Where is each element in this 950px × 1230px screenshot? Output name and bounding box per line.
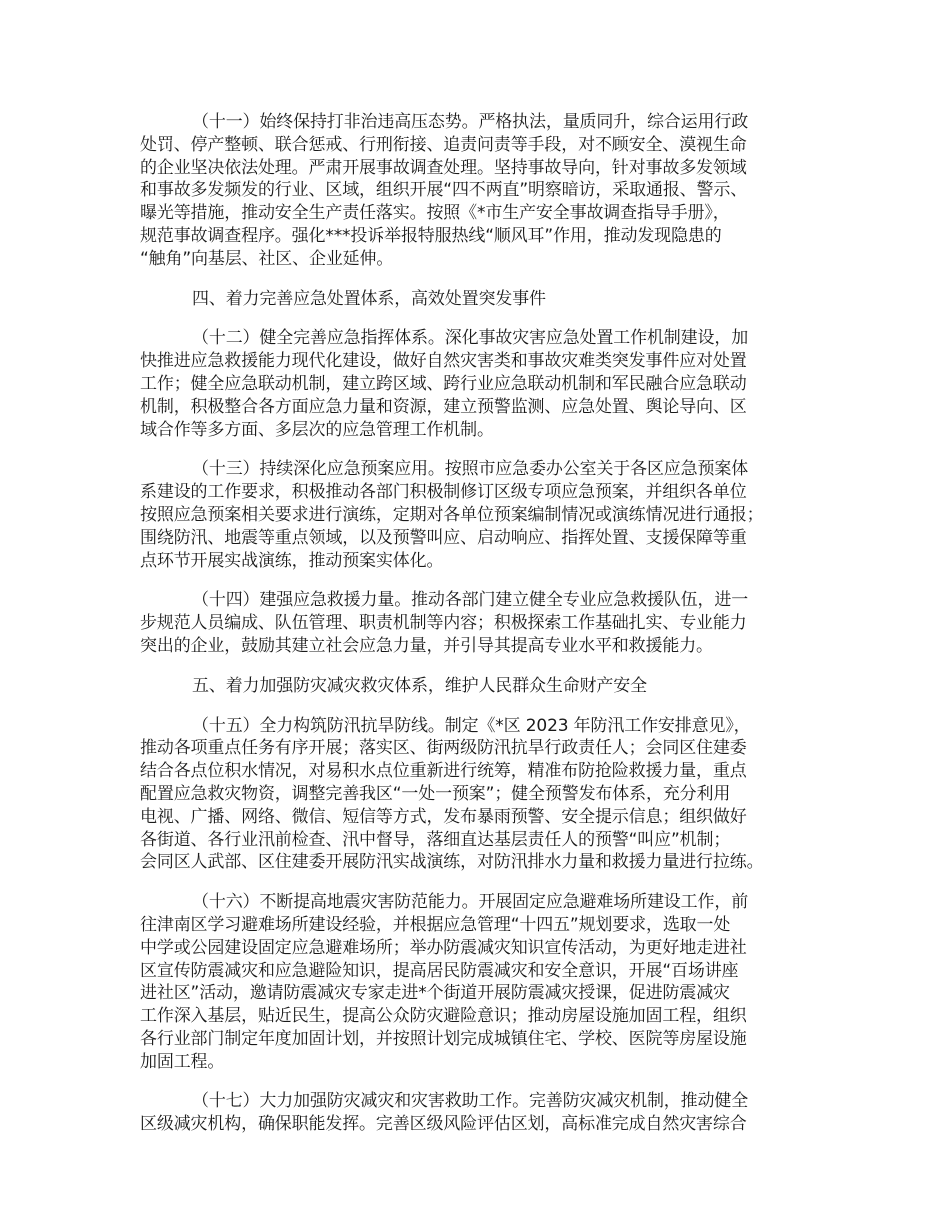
text-line: （十五）全力构筑防汛抗旱防线。制定《*区 2023 年防汛工作安排意见》， xyxy=(192,715,751,736)
text-line: 进社区”活动，邀请防震减灾专家走进*个街道开展防震减灾授课，促进防震减灾 xyxy=(140,983,730,1004)
text-line: 规范事故调查程序。强化***投诉举报特服热线“顺风耳”作用，推动发现隐患的 xyxy=(140,225,722,246)
text-line: 中学或公园建设固定应急避难场所；举办防震减灾知识宣传活动，为更好地走进社 xyxy=(140,937,747,958)
text-line: 按照应急预案相关要求进行演练，定期对各单位预案编制情况或演练情况进行通报； xyxy=(140,504,764,525)
text-line: 机制，积极整合各方面应急力量和资源，建立预警监测、应急处置、舆论导向、区 xyxy=(140,396,747,417)
text-line: 工作；健全应急联动机制，建立跨区域、跨行业应急联动机制和军民融合应急联动 xyxy=(140,373,747,394)
paragraph xyxy=(140,327,826,441)
text-line: 会同区人武部、区住建委开展防汛实战演练，对防汛排水力量和救援力量进行拉练。 xyxy=(140,852,764,873)
section-heading xyxy=(140,675,826,698)
paragraph xyxy=(140,458,826,572)
text-line: 结合各点位积水情况，对易积水点位重新进行统筹，精准布防抢险救援力量，重点 xyxy=(140,761,747,782)
text-line: （十四）建强应急救援力量。推动各部门建立健全专业应急救援队伍，进一 xyxy=(192,590,749,611)
text-line: 步规范人员编成、队伍管理、职责机制等内容；积极探索工作基础扎实、专业能力 xyxy=(140,613,747,634)
text-line: 快推进应急救援能力现代化建设，做好自然灾害类和事故灾难类突发事件应对处置 xyxy=(140,351,747,372)
text-line: 系建设的工作要求，积极推动各部门积极制修订区级专项应急预案，并组织各单位 xyxy=(140,482,747,503)
text-line: 突出的企业，鼓励其建立社会应急力量，并引导其提高专业水平和救援能力。 xyxy=(140,635,713,656)
section-heading xyxy=(140,288,826,311)
text-line: 的企业坚决依法处理。严肃开展事故调查处理。坚持事故导向，针对事故多发领域 xyxy=(140,157,747,178)
text-line: （十三）持续深化应急预案应用。按照市应急委办公室关于各区应急预案体 xyxy=(192,459,749,480)
paragraph xyxy=(140,589,826,657)
text-line: 工作深入基层，贴近民生，提高公众防灾避险意识；推动房屋设施加固工程，组织 xyxy=(140,1006,747,1027)
text-line: 各街道、各行业汛前检查、汛中督导，落细直达基层责任人的预警“叫应”机制； xyxy=(140,829,731,850)
text-line: 配置应急救灾物资，调整完善我区“一处一预案”；健全预警发布体系，充分利用 xyxy=(140,783,731,804)
text-line: 电视、广播、网络、微信、短信等方式，发布暴雨预警、安全提示信息；组织做好 xyxy=(140,806,747,827)
document-page xyxy=(140,111,826,1153)
paragraph xyxy=(140,715,826,875)
text-line: （十七）大力加强防灾减灾和灾害救助工作。完善防灾减灾机制，推动健全 xyxy=(192,1091,749,1112)
text-line: 四、着力完善应急处置体系，高效处置突发事件 xyxy=(192,288,546,309)
text-line: 区宣传防震减灾和应急避险知识，提高居民防震减灾和安全意识，开展“百场讲座 xyxy=(140,960,739,981)
text-line: 五、着力加强防灾减灾救灾体系，维护人民群众生命财产安全 xyxy=(192,675,647,696)
text-line: （十二）健全完善应急指挥体系。深化事故灾害应急处置工作机制建设，加 xyxy=(192,328,749,349)
text-line: 和事故多发频发的行业、区域，组织开展“四不两直”明察暗访，采取通报、警示、 xyxy=(140,180,748,201)
paragraph xyxy=(140,1090,826,1136)
text-line: 推动各项重点任务有序开展；落实区、街两级防汛抗旱行政责任人；会同区住建委 xyxy=(140,738,747,759)
text-line: 点环节开展实战演练，推动预案实体化。 xyxy=(140,550,444,571)
text-line: 围绕防汛、地震等重点领域，以及预警叫应、启动响应、指挥处置、支援保障等重 xyxy=(140,527,747,548)
text-line: （十六）不断提高地震灾害防范能力。开展固定应急避难场所建设工作，前 xyxy=(192,892,749,913)
text-line: 曝光等措施，推动安全生产责任落实。按照《*市生产安全事故调查指导手册》， xyxy=(140,203,730,224)
paragraph xyxy=(140,111,826,271)
text-line: 区级减灾机构，确保职能发挥。完善区级风险评估区划，高标准完成自然灾害综合 xyxy=(140,1114,747,1135)
text-line: （十一）始终保持打非治违高压态势。严格执法，量质同升，综合运用行政 xyxy=(192,112,749,132)
paragraph xyxy=(140,891,826,1073)
text-line: 往津南区学习避难场所建设经验，并根据应急管理“十四五”规划要求，选取一处 xyxy=(140,914,731,935)
text-line: 加固工程。 xyxy=(140,1051,225,1072)
text-line: 域合作等多方面、多层次的应急管理工作机制。 xyxy=(140,419,494,440)
text-line: 处罚、停产整顿、联合惩戒、行刑衔接、追责问责等手段，对不顾安全、漠视生命 xyxy=(140,134,747,155)
text-line: “触角”向基层、社区、企业延伸。 xyxy=(140,248,394,269)
text-line: 各行业部门制定年度加固计划，并按照计划完成城镇住宅、学校、医院等房屋设施 xyxy=(140,1028,747,1049)
